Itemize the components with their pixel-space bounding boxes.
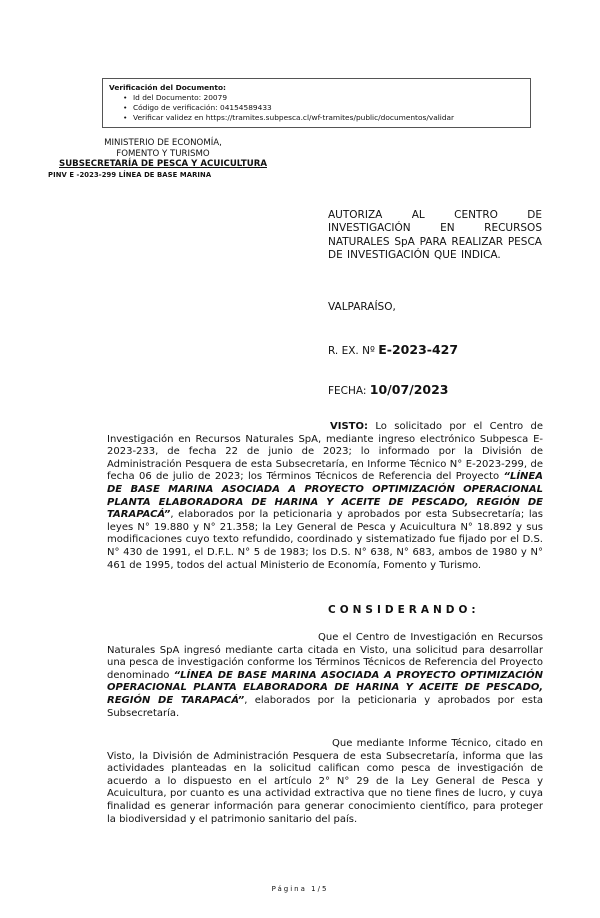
subsecretaria-name: SUBSECRETARÍA DE PESCA Y ACUICULTURA — [59, 159, 267, 169]
date-line — [328, 382, 449, 397]
resolution-summary: AUTORIZA AL CENTRO DE INVESTIGACIÓN EN RECURSOS NATURALES SpA PARA REALIZAR PESCA DE INVESTIGACIÓN QUE INDICA. — [328, 209, 542, 261]
visto-label: VISTO: — [330, 421, 368, 432]
visto-project-name: “LÍNEA DE BASE MARINA ASOCIADA A PROYECTO OPTIMIZACIÓN OPERACIONAL PLANTA ELABORADORA DE HARINA Y ACEITE DE PESCADO, REGIÓN DE TARAPACÁ” — [107, 471, 543, 521]
ministry-line-2: FOMENTO Y TURISMO — [116, 148, 210, 159]
considerando-heading: CONSIDERANDO: — [328, 604, 480, 616]
page-number: Página 1/5 — [271, 885, 329, 893]
considerando-1-project-name: “LÍNEA DE BASE MARINA ASOCIADA A PROYECTO OPTIMIZACIÓN OPERACIONAL PLANTA ELABORADORA DE HARINA Y ACEITE DE PESCADO, REGIÓN DE TARAPACÁ” — [107, 669, 543, 706]
date-label: FECHA: — [328, 385, 367, 397]
place: VALPARAÍSO, — [328, 301, 396, 313]
verification-box — [102, 78, 531, 128]
visto-text-a: Lo solicitado por el Centro de Investigación en Recursos Naturales SpA, mediante ingreso electrónico Subpesca E-2023-233, de fecha 22 de junio de 2023; lo informado por la División de Administración Pesquera de esta Subsecretaría, en Informe Técnico N° E-2023-299, de fecha 06 de julio de 2023; los Términos Técnicos de Referencia del Proyecto — [107, 421, 543, 483]
institution-header — [38, 138, 288, 170]
verification-code: • Código de verificación: 04154589433 — [123, 103, 524, 113]
resolution-label: R. EX. Nº — [328, 345, 375, 357]
considerando-1 — [107, 632, 543, 720]
visto-paragraph — [107, 421, 543, 572]
verification-id: • Id del Documento: 20079 — [123, 93, 524, 103]
visto-text-b: , elaborados por la peticionaria y aprobados por esta Subsecretaría; las leyes N° 19.880 y N° 21.358; la Ley General de Pesca y Acuicultura N° 18.892 y sus modificaciones cuyo texto refundido, coordinado y sistematizado fue fijado por el D.S. N° 430 de 1991, el D.F.L. N° 5 de 1983; los D.S. N° 638, N° 683, ambos de 1980 y N° 461 de 1995, todos del actual Ministerio de Economía, Fomento y Turismo. — [107, 509, 543, 571]
considerando-1-text-b: , elaborados por la peticionaria y aprobados por esta Subsecretaría. — [107, 694, 543, 719]
resolution-number: E-2023-427 — [378, 342, 459, 357]
ministry-line-1: MINISTERIO DE ECONOMÍA, — [104, 138, 222, 148]
date-value: 10/07/2023 — [369, 382, 449, 397]
file-code: PINV E -2023-299 LÍNEA DE BASE MARINA — [48, 171, 212, 179]
considerando-2: Que mediante Informe Técnico, citado en Visto, la División de Administración Pesquera de esta Subsecretaría, informa que las actividades planteadas en la solicitud califican como pesca de investigación de acuerdo a lo dispuesto en el artículo 2° N° 29 de la Ley General de Pesca y Acuicultura, por cuanto es una actividad extractiva que no tiene fines de lucro, y cuya finalidad es generar información para generar conocimiento científico, para proteger la biodiversidad y el patrimonio sanitario del país. — [107, 738, 543, 825]
resolution-number-line — [328, 342, 458, 357]
verification-url[interactable]: • Verificar validez en https://tramites.subpesca.cl/wf-tramites/public/documentos/validar — [123, 113, 524, 123]
verification-title: Verificación del Documento: — [109, 83, 226, 92]
verification-list — [109, 93, 524, 123]
considerando-1-text-a: Que el Centro de Investigación en Recursos Naturales SpA ingresó mediante carta citada en Visto, una solicitud para desarrollar una pesca de investigación conforme los Términos Técnicos de Referencia del Proyecto denominado — [107, 632, 543, 681]
